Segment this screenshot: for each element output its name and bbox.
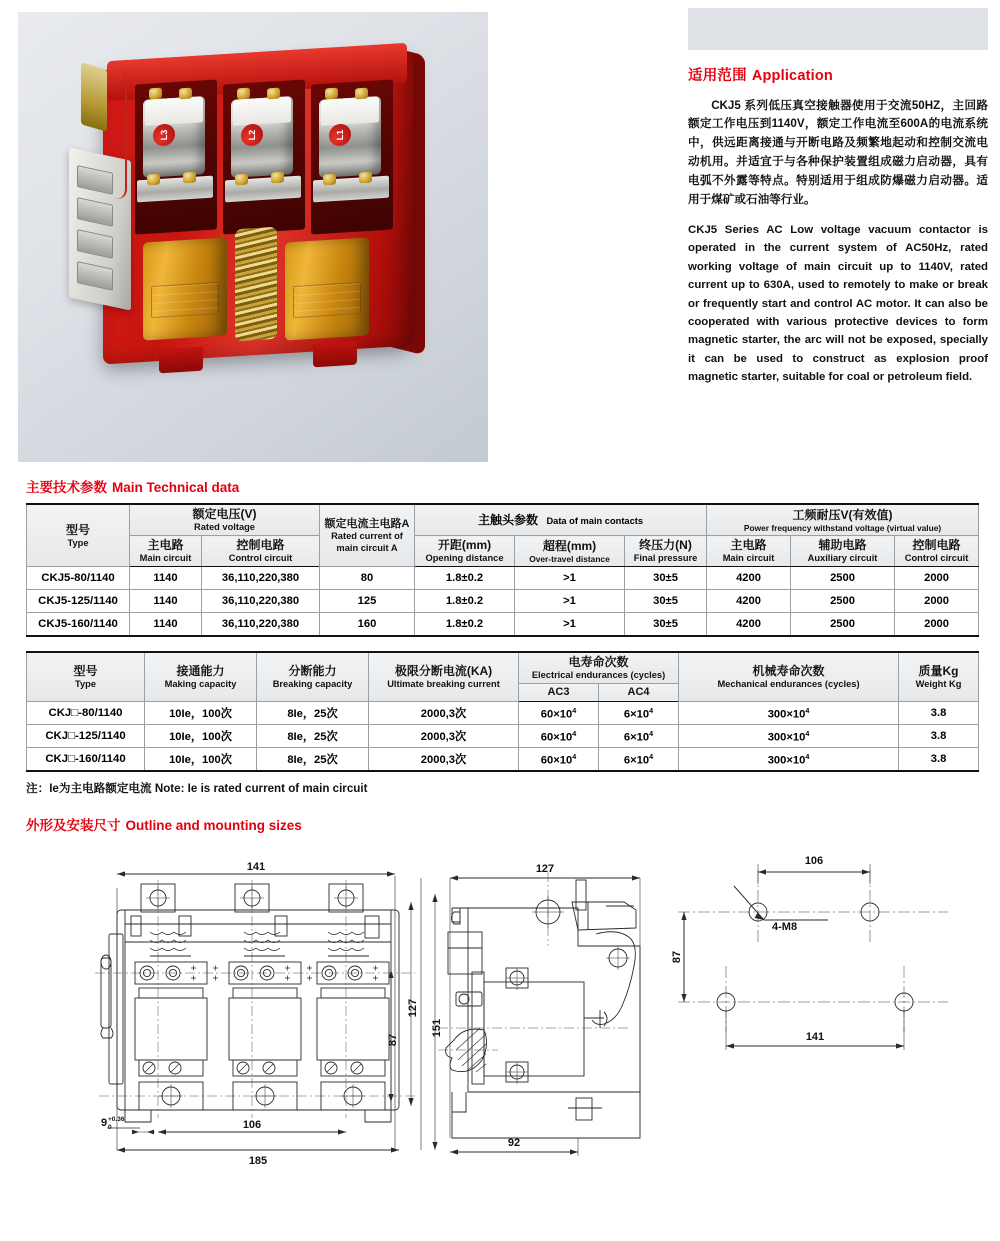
- pole-label-3: L1: [329, 123, 351, 146]
- cell-wv-main: 4200: [707, 590, 791, 613]
- cell2-weight: 3.8: [899, 748, 979, 771]
- cell2-mech-base: 300×10: [767, 754, 806, 767]
- cell2-ac3: [519, 748, 599, 771]
- cell-opening-distance: 1.8±0.2: [415, 613, 515, 636]
- front-dim-185: 185: [248, 1154, 268, 1167]
- aux-wire: [115, 67, 127, 202]
- th2-type: [27, 652, 145, 702]
- application-heading-en: Application: [751, 68, 833, 84]
- cell2-ac4-exp: 4: [649, 705, 654, 715]
- table-row: [27, 613, 979, 636]
- cell-overtravel: >1: [515, 613, 625, 636]
- th-overtravel-cn: 超程(mm): [542, 538, 597, 553]
- outline-heading-cn: 外形及安装尺寸: [26, 817, 121, 833]
- terminal-nut: [179, 88, 192, 100]
- th2-ultimate: [369, 652, 519, 702]
- cell-overtravel: >1: [515, 567, 625, 590]
- cell2-breaking: 8Ie，25次: [257, 725, 369, 748]
- cell-main-voltage: 1140: [130, 590, 202, 613]
- cell2-weight: 3.8: [899, 725, 979, 748]
- terminal-nut: [237, 88, 250, 100]
- outline-drawings: [0, 850, 1000, 1180]
- pole-label-1: L3: [153, 123, 175, 146]
- side-view-drawing: [428, 850, 678, 1180]
- cell2-ac3-exp: 4: [572, 705, 577, 715]
- mount-hole-note: 4-M8: [772, 920, 798, 933]
- th-wv-ctrl-cn: 控制电路: [912, 538, 961, 553]
- housing-foot: [159, 347, 203, 374]
- cell-wv-aux: 2500: [791, 590, 895, 613]
- mount-dim-87: 87: [671, 950, 683, 963]
- cell-wv-main: 4200: [707, 567, 791, 590]
- cell-wv-main: 4200: [707, 613, 791, 636]
- th2-ultimate-en: Ultimate breaking current: [387, 678, 500, 689]
- front-dim-127: 127: [407, 998, 419, 1017]
- th-wv-aux: [791, 536, 895, 567]
- th2-ultimate-cn: 极限分断电流(KA): [394, 663, 493, 678]
- cell-wv-ctrl: 2000: [895, 613, 979, 636]
- mounting-bracket: [81, 62, 107, 131]
- terminal-nut: [235, 174, 248, 186]
- mount-dim-106: 106: [804, 854, 824, 867]
- th-control-circuit-v-cn: 控制电路: [236, 538, 285, 553]
- pole-bay-3: [311, 82, 393, 232]
- cell2-mech-base: 300×10: [767, 731, 806, 744]
- side-dim-92: 92: [507, 1136, 521, 1149]
- cell2-mech-exp: 4: [805, 705, 810, 715]
- cell2-making: 10Ie，100次: [145, 702, 257, 725]
- cell-main-voltage: 1140: [130, 613, 202, 636]
- coil-label: [151, 282, 219, 318]
- cell-final-pressure: 30±5: [625, 613, 707, 636]
- th2-weight: [899, 652, 979, 702]
- cell-final-pressure: 30±5: [625, 590, 707, 613]
- outline-heading: [26, 814, 1000, 834]
- th2-ac3: [519, 683, 599, 701]
- cell2-ac3: [519, 702, 599, 725]
- application-pane: [688, 8, 1000, 470]
- th2-electrical: [519, 652, 679, 684]
- th2-breaking: [257, 652, 369, 702]
- th2-mechanical: [679, 652, 899, 702]
- cell2-mechanical: [679, 725, 899, 748]
- cell2-ac4: [599, 748, 679, 771]
- cell2-mechanical: [679, 748, 899, 771]
- cell2-breaking: 8Ie，25次: [257, 748, 369, 771]
- front-dim-slot: 9: [101, 1116, 108, 1129]
- cell2-mech-exp: 4: [805, 728, 810, 738]
- cell2-ac4-base: 6×10: [623, 731, 650, 744]
- terminal-nut: [149, 88, 162, 100]
- th-main-circuit-v-en: Main circuit: [139, 553, 192, 564]
- table1-body: [27, 567, 979, 636]
- front-dim-106: 106: [242, 1118, 262, 1131]
- th-wv-ctrl: [895, 536, 979, 567]
- th-rated-voltage-cn: 额定电压(V): [192, 507, 257, 521]
- th-main-circuit-v: [130, 536, 202, 567]
- cell2-mech-base: 300×10: [767, 708, 806, 721]
- th-wv-main-cn: 主电路: [730, 538, 767, 553]
- cell-wv-aux: 2500: [791, 613, 895, 636]
- cell2-ac4: [599, 702, 679, 725]
- th-opening-distance-en: Opening distance: [425, 553, 504, 564]
- cell-rated-current: 80: [320, 567, 415, 590]
- th-wv-aux-cn: 辅助电路: [818, 538, 867, 553]
- table-row: [27, 702, 979, 725]
- side-dim-127: 127: [535, 862, 555, 875]
- operating-coil-left: [143, 237, 227, 340]
- terminal-nut: [359, 172, 372, 184]
- th2-ac4: [599, 683, 679, 701]
- th2-breaking-en: Breaking capacity: [272, 678, 353, 689]
- th2-type-en: Type: [74, 678, 96, 689]
- cell2-making: 10Ie，100次: [145, 725, 257, 748]
- header-color-swatch: [688, 8, 988, 50]
- table2-wrapper: [0, 651, 1000, 772]
- cell-type: CKJ5-125/1140: [27, 590, 130, 613]
- cell-type: CKJ5-160/1140: [27, 613, 130, 636]
- aux-terminal: [77, 165, 113, 195]
- th-rated-voltage: [130, 504, 320, 536]
- terminal-nut: [325, 88, 338, 100]
- cell2-type: CKJ□-125/1140: [27, 725, 145, 748]
- cell2-ac3-base: 60×10: [540, 708, 573, 721]
- cell2-ac3-exp: 4: [572, 728, 577, 738]
- th-rated-current-en: Rated current of main circuit A: [331, 531, 403, 553]
- th-final-pressure: [625, 536, 707, 567]
- aux-terminal: [77, 229, 113, 259]
- top-section: [0, 0, 1000, 470]
- table-row: [27, 748, 979, 771]
- cell-wv-aux: 2500: [791, 567, 895, 590]
- cell-rated-current: 125: [320, 590, 415, 613]
- cell-wv-ctrl: 2000: [895, 590, 979, 613]
- pole-bay-2: [223, 82, 305, 232]
- table-row: [27, 590, 979, 613]
- pole-bay-1: [135, 82, 217, 232]
- th-opening-distance: [415, 536, 515, 567]
- th-withstand-en: Power frequency withstand voltage (virtual value): [743, 522, 942, 533]
- cell2-ac3-base: 60×10: [540, 754, 573, 767]
- mounting-pattern-drawing: [668, 850, 988, 1180]
- application-paragraph-en: CKJ5 Series AC Low voltage vacuum contactor is operated in the current system of AC50Hz, rated working voltage of main circuit up to 1140V, rated current up to 630A, used to remotely to make or break or frequently start and control AC motor. It can also be cooperated with various protective devices to form magnetic starter, the arc will not be exposed, specially it can be used to construct as explosion proof magnetic starter, suitable for coal or petroleum field.: [688, 223, 988, 384]
- cell2-ac3-exp: 4: [572, 751, 577, 761]
- th-withstand: [707, 504, 979, 536]
- th-type-en: Type: [67, 537, 89, 548]
- th-overtravel: [515, 536, 625, 567]
- cell-opening-distance: 1.8±0.2: [415, 590, 515, 613]
- cell-control-voltage: 36,110,220,380: [202, 567, 320, 590]
- cell-final-pressure: 30±5: [625, 567, 707, 590]
- th2-type-cn: 型号: [73, 663, 98, 678]
- aux-terminal: [77, 261, 113, 291]
- cell2-ultimate: 2000,3次: [369, 748, 519, 771]
- terminal-nut: [271, 172, 284, 184]
- th-overtravel-en: Over-travel distance: [529, 553, 610, 564]
- cell2-ac4-exp: 4: [649, 751, 654, 761]
- th2-ac4-label: AC4: [627, 685, 650, 698]
- th-withstand-cn: 工频耐压V(有效值): [792, 507, 893, 522]
- cell-opening-distance: 1.8±0.2: [415, 567, 515, 590]
- cell2-ac3: [519, 725, 599, 748]
- product-photo: [18, 12, 488, 462]
- th-final-pressure-cn: 终压力(N): [639, 538, 692, 553]
- th2-electrical-cn: 电寿命次数: [568, 654, 629, 669]
- coil-label: [293, 282, 361, 318]
- front-dim-slot-tol-upper: +0.36: [108, 1115, 125, 1123]
- return-spring: [235, 227, 277, 342]
- contactor-illustration: [63, 42, 453, 392]
- tech-heading-en: Main Technical data: [112, 480, 240, 495]
- th2-weight-en: Weight Kg: [915, 678, 962, 689]
- th2-making-en: Making capacity: [164, 678, 237, 689]
- th-contacts-cn: 主触头参数: [477, 513, 538, 528]
- table1-wrapper: [0, 503, 1000, 637]
- mount-dim-141: 141: [805, 1030, 825, 1043]
- main-technical-data-heading: [26, 476, 1000, 496]
- th-main-circuit-v-cn: 主电路: [147, 538, 184, 553]
- table2-note: 注：Ie为主电路额定电流 Note: Ie is rated current of main circuit: [26, 781, 368, 795]
- cell2-ultimate: 2000,3次: [369, 702, 519, 725]
- cell2-ac4-base: 6×10: [623, 708, 650, 721]
- th-opening-distance-cn: 开距(mm): [437, 538, 492, 553]
- th2-making: [145, 652, 257, 702]
- front-dim-87: 87: [387, 1033, 399, 1046]
- application-paragraph-cn: CKJ5 系列低压真空接触器使用于交流50HZ，主回路额定工作电压到1140V，额定工作电流至600A的电流系统中，供远距离接通与开断电路及频繁地起动和控制交流电动机用。并适宜于与各种保护装置组成磁力启动器，具有电弧不外露等特点。特别适用于组成防爆磁力启动器。适用于煤矿或石油等行业。: [688, 98, 988, 206]
- terminal-nut: [183, 172, 196, 184]
- cell2-weight: 3.8: [899, 702, 979, 725]
- terminal-nut: [267, 88, 280, 100]
- th-contacts-en: Data of main contacts: [546, 516, 644, 527]
- application-heading: [688, 64, 988, 85]
- cell-control-voltage: 36,110,220,380: [202, 590, 320, 613]
- front-dim-151: 151: [431, 1018, 443, 1037]
- endurance-data-table: [26, 651, 979, 772]
- th2-mechanical-en: Mechanical endurances (cycles): [717, 678, 860, 689]
- th-rated-current-cn: 额定电流主电路A: [324, 517, 410, 530]
- aux-terminal: [77, 197, 113, 227]
- th2-mechanical-cn: 机械寿命次数: [752, 663, 825, 678]
- front-dim-141: 141: [246, 860, 266, 873]
- cell2-ac4-exp: 4: [649, 728, 654, 738]
- th-rated-voltage-en: Rated voltage: [194, 522, 255, 532]
- terminal-nut: [147, 174, 160, 186]
- th-wv-ctrl-en: Control circuit: [904, 553, 969, 564]
- th-type: [27, 504, 130, 567]
- cell2-type: CKJ□-160/1140: [27, 748, 145, 771]
- th2-weight-cn: 质量Kg: [918, 663, 959, 678]
- th-rated-current: [320, 504, 415, 567]
- th-type-cn: 型号: [65, 522, 90, 537]
- front-dim-slot-tol-lower: 0: [108, 1123, 112, 1131]
- th-final-pressure-en: Final pressure: [633, 553, 698, 564]
- terminal-nut: [355, 88, 368, 100]
- cell2-mech-exp: 4: [805, 751, 810, 761]
- th2-ac3-label: AC3: [547, 685, 570, 698]
- cell-rated-current: 160: [320, 613, 415, 636]
- cell2-mechanical: [679, 702, 899, 725]
- cell2-making: 10Ie，100次: [145, 748, 257, 771]
- terminal-nut: [323, 174, 336, 186]
- housing-foot: [313, 341, 357, 368]
- product-photo-pane: [0, 8, 688, 470]
- cell-main-voltage: 1140: [130, 567, 202, 590]
- th2-making-cn: 接通能力: [176, 663, 225, 678]
- th-wv-main: [707, 536, 791, 567]
- th2-electrical-en: Electrical endurances (cycles): [531, 669, 666, 680]
- cell2-ac4-base: 6×10: [623, 754, 650, 767]
- th2-breaking-cn: 分断能力: [288, 663, 337, 678]
- operating-coil-right: [285, 237, 369, 340]
- cell2-type: CKJ□-80/1140: [27, 702, 145, 725]
- th-wv-main-en: Main circuit: [722, 553, 775, 564]
- table2-body: [27, 702, 979, 771]
- cell-wv-ctrl: 2000: [895, 567, 979, 590]
- th-control-circuit-v: [202, 536, 320, 567]
- th-contacts: [415, 504, 707, 536]
- cell-control-voltage: 36,110,220,380: [202, 613, 320, 636]
- th-wv-aux-en: Auxiliary circuit: [807, 553, 878, 564]
- cell2-ac3-base: 60×10: [540, 731, 573, 744]
- cell2-breaking: 8Ie，25次: [257, 702, 369, 725]
- application-heading-cn: 适用范围: [688, 68, 747, 84]
- table-row: [27, 725, 979, 748]
- cell2-ac4: [599, 725, 679, 748]
- cell-type: CKJ5-80/1140: [27, 567, 130, 590]
- th-control-circuit-v-en: Control circuit: [228, 553, 293, 564]
- cell2-ultimate: 2000,3次: [369, 725, 519, 748]
- main-technical-data-table: [26, 503, 979, 637]
- outline-heading-en: Outline and mounting sizes: [125, 817, 302, 833]
- pole-label-2: L2: [241, 123, 263, 146]
- cell-overtravel: >1: [515, 590, 625, 613]
- table-row: [27, 567, 979, 590]
- tech-heading-cn: 主要技术参数: [26, 480, 107, 495]
